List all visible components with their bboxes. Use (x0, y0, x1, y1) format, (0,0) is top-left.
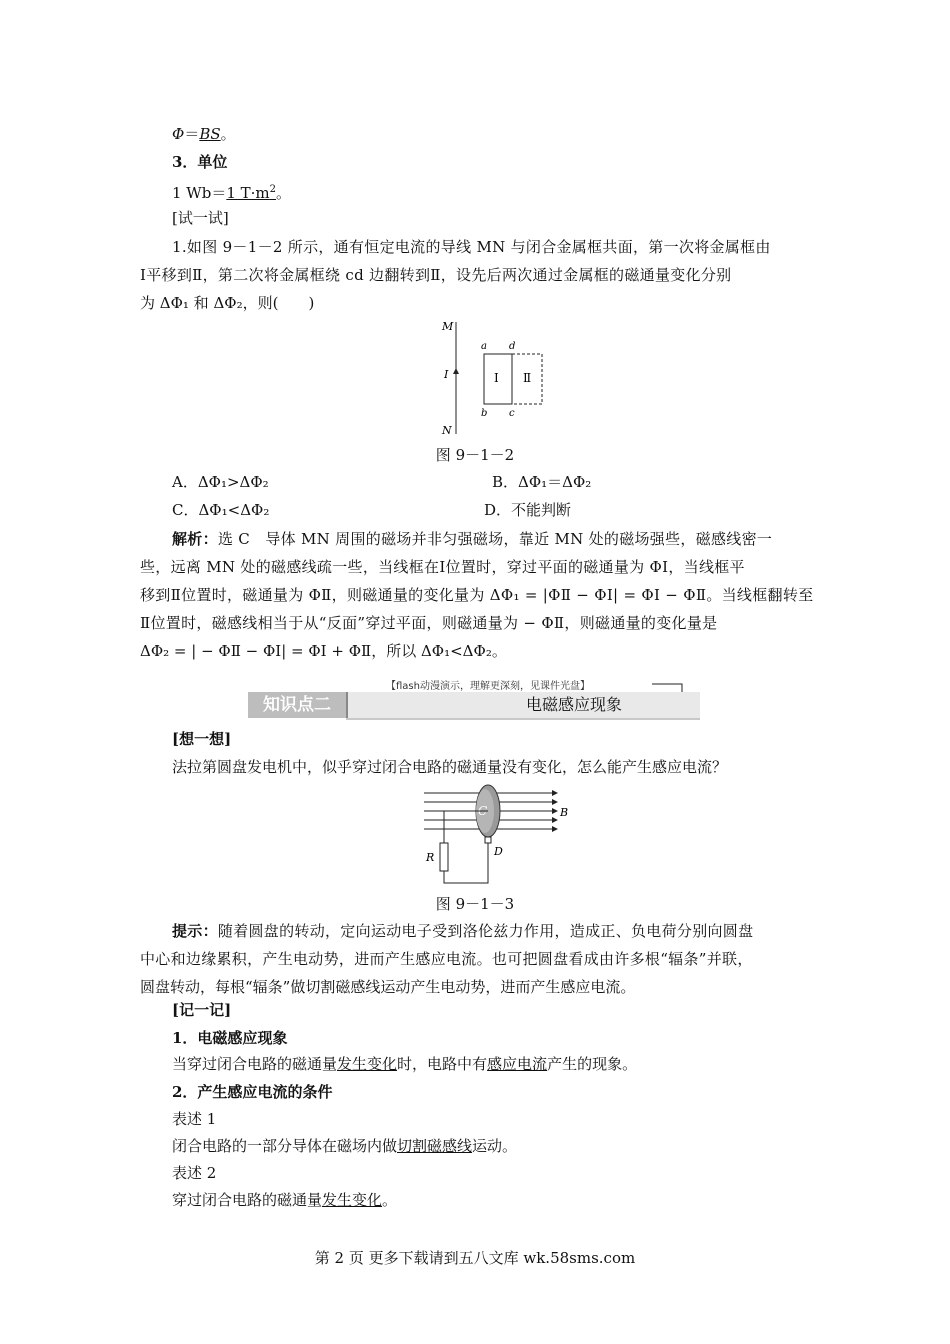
section-tag: 知识点二 (248, 692, 348, 718)
resistor (440, 843, 448, 871)
label-c: c (509, 408, 515, 419)
brush-d (485, 837, 491, 843)
e2-end: 。 (382, 1191, 398, 1209)
statement-2-label: 表述 2 (172, 1164, 217, 1182)
question-line-3: 为 ΔΦ₁ 和 ΔΦ₂，则( ) (140, 294, 315, 312)
hint-label: 提示： (172, 922, 218, 940)
e1-end: 运动。 (472, 1137, 518, 1155)
option-d: D．不能判断 (484, 501, 572, 519)
current-arrow-icon (453, 368, 459, 374)
unit-line (172, 180, 852, 203)
unit-sup: 2 (269, 184, 277, 195)
figure-caption-1: 图 9－1－2 (435, 446, 515, 464)
section-title: 电磁感应现象 (526, 695, 623, 714)
figure-caption-2: 图 9－1－3 (435, 895, 515, 913)
p1-pre: 当穿过闭合电路的磁通量 (172, 1055, 338, 1073)
p1-underline-2: 感应电流 (487, 1055, 548, 1073)
analysis-line-2: 些，远离 MN 处的磁感线疏一些，当线框在Ⅰ位置时，穿过平面的磁通量为 ΦⅠ，当线框平 (140, 558, 745, 576)
statement-2 (172, 1190, 852, 1210)
heading-2: 2．产生感应电流的条件 (172, 1083, 333, 1101)
unit-prefix: 1 Wb＝ (172, 184, 227, 202)
e2-underline: 发生变化 (322, 1191, 383, 1209)
option-c: C．ΔΦ₁<ΔΦ₂ (172, 501, 270, 519)
statement-1 (172, 1136, 852, 1156)
try-heading: [试一试] (172, 209, 229, 227)
p1-mid: 时，电路中有 (397, 1055, 488, 1073)
banner-bar (346, 692, 700, 720)
statement-1-label: 表述 1 (172, 1110, 217, 1128)
figure-9-1-3 (420, 783, 580, 889)
section-banner (246, 692, 700, 720)
think-text: 法拉第圆盘发电机中，似乎穿过闭合电路的磁通量没有变化，怎么能产生感应电流？ (172, 758, 728, 776)
unit-value: 1 T·m (226, 184, 270, 202)
label-region-2: Ⅱ (523, 371, 532, 385)
question-line-2: Ⅰ平移到Ⅱ，第二次将金属框绕 cd 边翻转到Ⅱ，设先后两次通过金属框的磁通量变化分别 (140, 266, 732, 284)
e1-underline: 切割磁感线 (397, 1137, 473, 1155)
hint-line-1 (172, 921, 852, 941)
label-r: R (426, 851, 435, 864)
page-footer: 第 2 页 更多下载请到五八文库 wk.58sms.com (314, 1249, 636, 1267)
analysis-text-1: 选 C 导体 MN 周围的磁场并非匀强磁场，靠近 MN 处的磁场强些，磁感线密一 (217, 530, 773, 548)
option-b: B．ΔΦ₁＝ΔΦ₂ (492, 473, 592, 491)
phi-symbol: Φ (172, 125, 185, 143)
flash-note: 【flash动漫演示，理解更深刻，见课件光盘】 (386, 681, 590, 692)
equals: ＝ (184, 125, 200, 143)
e2-pre: 穿过闭合电路的磁通量 (172, 1191, 323, 1209)
bs-answer: BS (199, 125, 221, 143)
label-m: M (442, 320, 454, 333)
hint-line-3: 圆盘转动，每根“辐条”做切割磁感线运动产生电动势，进而产生感应电流。 (140, 978, 636, 996)
label-d-fig2: D (494, 845, 503, 858)
label-n: N (442, 424, 452, 437)
analysis-line-3: 移到Ⅱ位置时，磁通量为 ΦⅡ，则磁通量的变化量为 ΔΦ₁ = |ΦⅡ − ΦⅠ| = ΦⅠ − ΦⅡ。当线框翻转至 (140, 586, 814, 604)
label-b-fig2: B (560, 806, 569, 819)
think-heading: [想一想] (172, 730, 232, 748)
figure-9-1-2 (430, 318, 560, 440)
unit-heading: 3．单位 (172, 153, 228, 171)
label-b: b (481, 408, 488, 419)
remember-heading: [记一记] (172, 1001, 232, 1019)
hint-line-2: 中心和边缘累积，产生电动势，进而产生感应电流。也可把圆盘看成由许多根“辐条”并联， (140, 950, 753, 968)
analysis-line-4: Ⅱ位置时，磁感线相当于从“反面”穿过平面，则磁通量为 − ΦⅡ，则磁通量的变化量是 (140, 614, 718, 632)
label-i: I (444, 368, 449, 381)
label-a: a (481, 341, 487, 352)
e1-pre: 闭合电路的一部分导体在磁场内做 (172, 1137, 398, 1155)
analysis-label: 解析： (172, 530, 218, 548)
wire-bottom (444, 841, 488, 883)
heading-1: 1．电磁感应现象 (172, 1029, 288, 1047)
label-c-fig2: C (478, 804, 488, 818)
formula-line (172, 124, 852, 144)
p1-end: 产生的现象。 (547, 1055, 638, 1073)
paragraph-1 (172, 1054, 852, 1074)
hint-text-1: 随着圆盘的转动，定向运动电子受到洛伦兹力作用，造成正、负电荷分别向圆盘 (217, 922, 754, 940)
analysis-line-1 (172, 529, 852, 549)
unit-answer (226, 184, 276, 202)
field-arrow-icons (552, 790, 558, 832)
label-region-1: Ⅰ (494, 371, 499, 385)
period: 。 (276, 184, 292, 202)
option-a: A．ΔΦ₁>ΔΦ₂ (172, 473, 269, 491)
analysis-line-5: ΔΦ₂ = | − ΦⅡ − ΦⅠ| = ΦⅠ + ΦⅡ，所以 ΔΦ₁<ΔΦ₂。 (140, 642, 507, 660)
p1-underline-1: 发生变化 (337, 1055, 398, 1073)
period: 。 (220, 125, 236, 143)
label-d: d (509, 341, 516, 352)
question-line-1: 1.如图 9－1－2 所示，通有恒定电流的导线 MN 与闭合金属框共面，第一次将金属框由 (172, 238, 771, 256)
